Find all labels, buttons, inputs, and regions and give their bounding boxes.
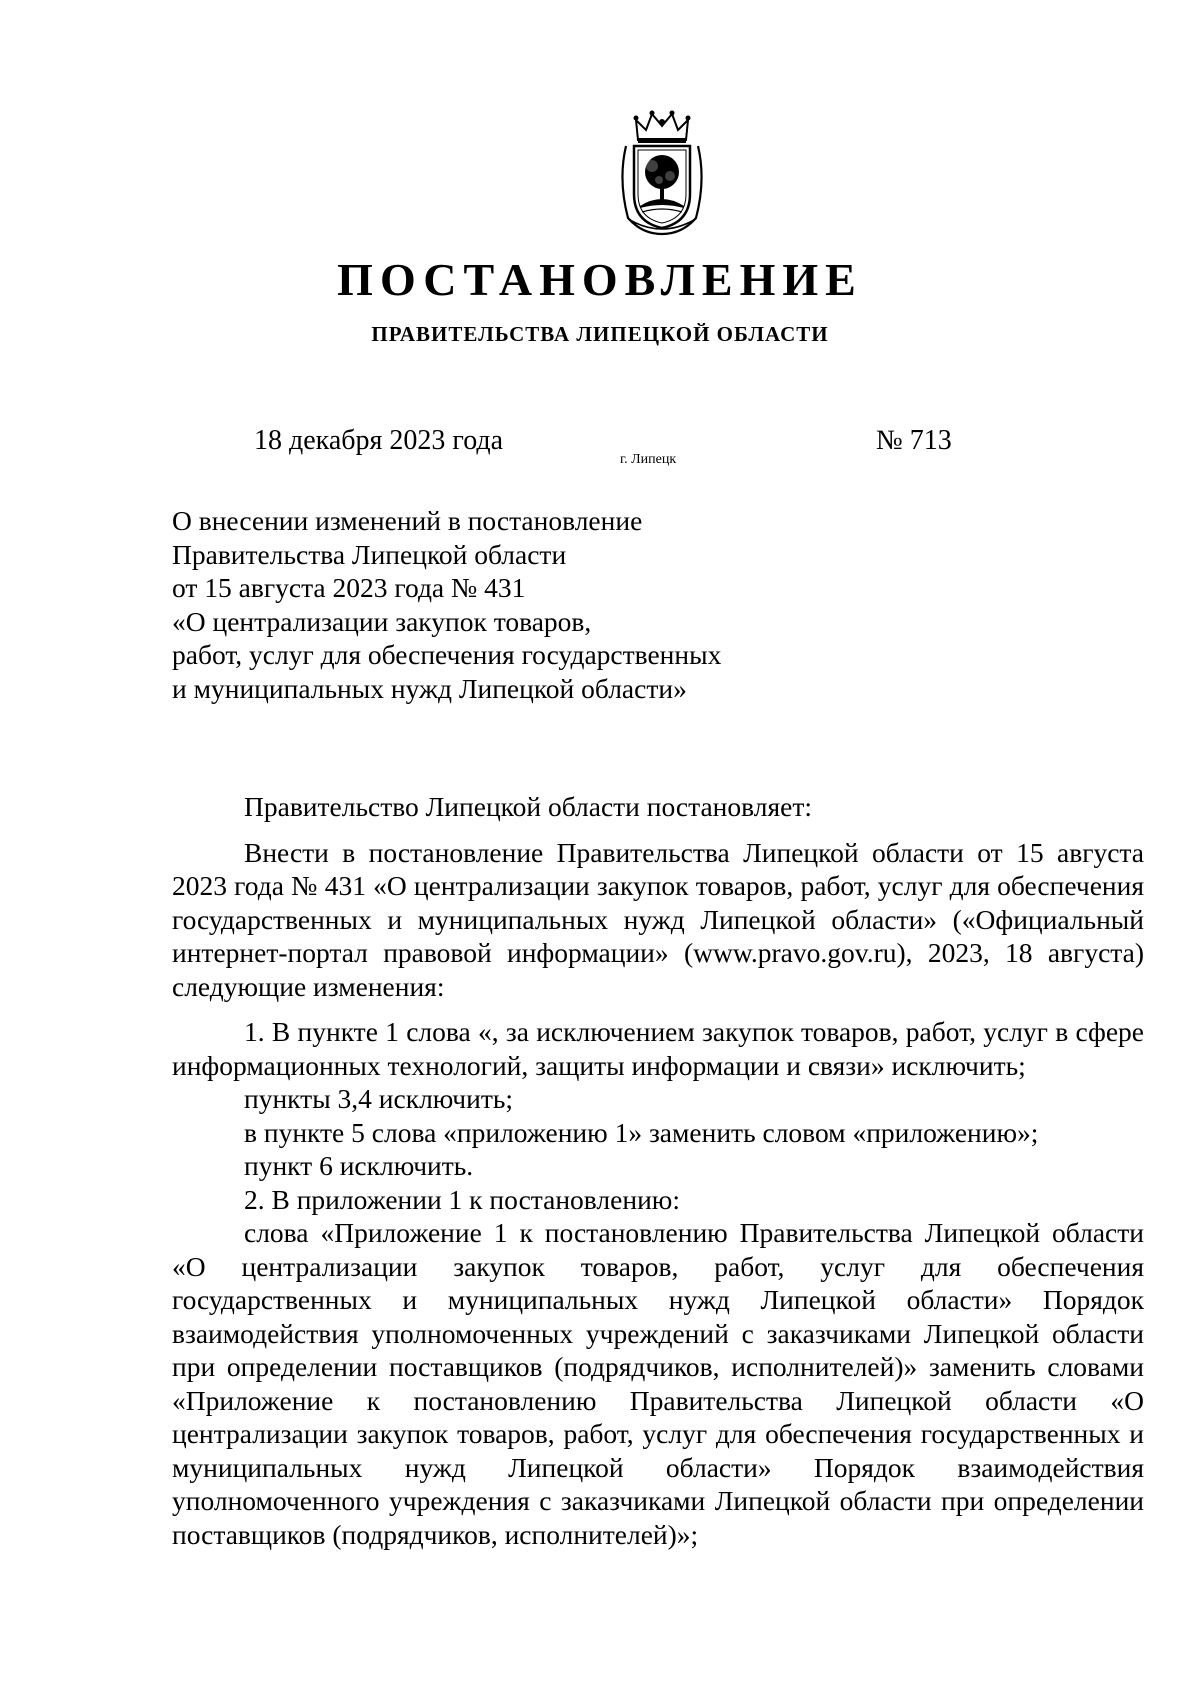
subject-line: «О централизации закупок товаров, xyxy=(172,605,592,637)
subject-line: Правительства Липецкой области xyxy=(172,538,567,570)
document-place: г. Липецк xyxy=(620,452,677,467)
subject-line: и муниципальных нужд Липецкой области» xyxy=(172,672,687,704)
body-paragraph: Внести в постановление Правительства Липецкой области от 15 августа 2023 года № 431 «О централизации закупок товаров, работ, услуг для обеспечения государственных и муниципальных нужд Липецкой области» («Официальный интернет-портал правовой информации» (www.pravo.gov.ru), 2023, 18 августа) следующие изменения: xyxy=(172,836,1144,1002)
coat-of-arms-icon xyxy=(612,110,712,238)
document-title: ПОСТАНОВЛЕНИЕ xyxy=(337,254,863,305)
body-paragraph: 1. В пункте 1 слова «, за исключением закупок товаров, работ, услуг в сфере информационных технологий, защиты информации и связи» исключить; xyxy=(172,1016,1144,1081)
subject-line: работ, услуг для обеспечения государственных xyxy=(172,639,722,670)
document-number: № 713 xyxy=(876,425,952,456)
subject-line: О внесении изменений в постановление xyxy=(172,505,643,536)
document-date: 18 декабря 2023 года xyxy=(254,425,504,456)
document-subject xyxy=(172,504,721,705)
body-paragraph: слова «Приложение 1 к постановлению Правительства Липецкой области «О централизации закупок товаров, работ, услуг для обеспечения государственных и муниципальных нужд Липецкой области» Порядок взаимодействия уполномоченных учреждений с заказчиками Липецкой области при определении поставщиков (подрядчиков, исполнителей)» заменить словами «Приложение к постановлению Правительства Липецкой области «О централизации закупок товаров, работ, услуг для обеспечения государственных и муниципальных нужд Липецкой области» Порядок взаимодействия уполномоченного учреждения с заказчиками Липецкой области при определении поставщиков (подрядчиков, исполнителей)»; xyxy=(172,1217,1144,1550)
document-issuer: ПРАВИТЕЛЬСТВА ЛИПЕЦКОЙ ОБЛАСТИ xyxy=(371,322,829,346)
subject-line: от 15 августа 2023 года № 431 xyxy=(172,572,526,603)
body-paragraph: Правительство Липецкой области постановляет: xyxy=(244,791,813,822)
body-paragraph: пункты 3,4 исключить; xyxy=(244,1083,514,1114)
body-paragraph: в пункте 5 слова «приложению 1» заменить словом «приложению»; xyxy=(244,1116,1039,1148)
document-body xyxy=(172,790,1144,1551)
body-paragraph: пункт 6 исключить. xyxy=(244,1150,474,1181)
body-paragraph: 2. В приложении 1 к постановлению: xyxy=(244,1183,680,1215)
